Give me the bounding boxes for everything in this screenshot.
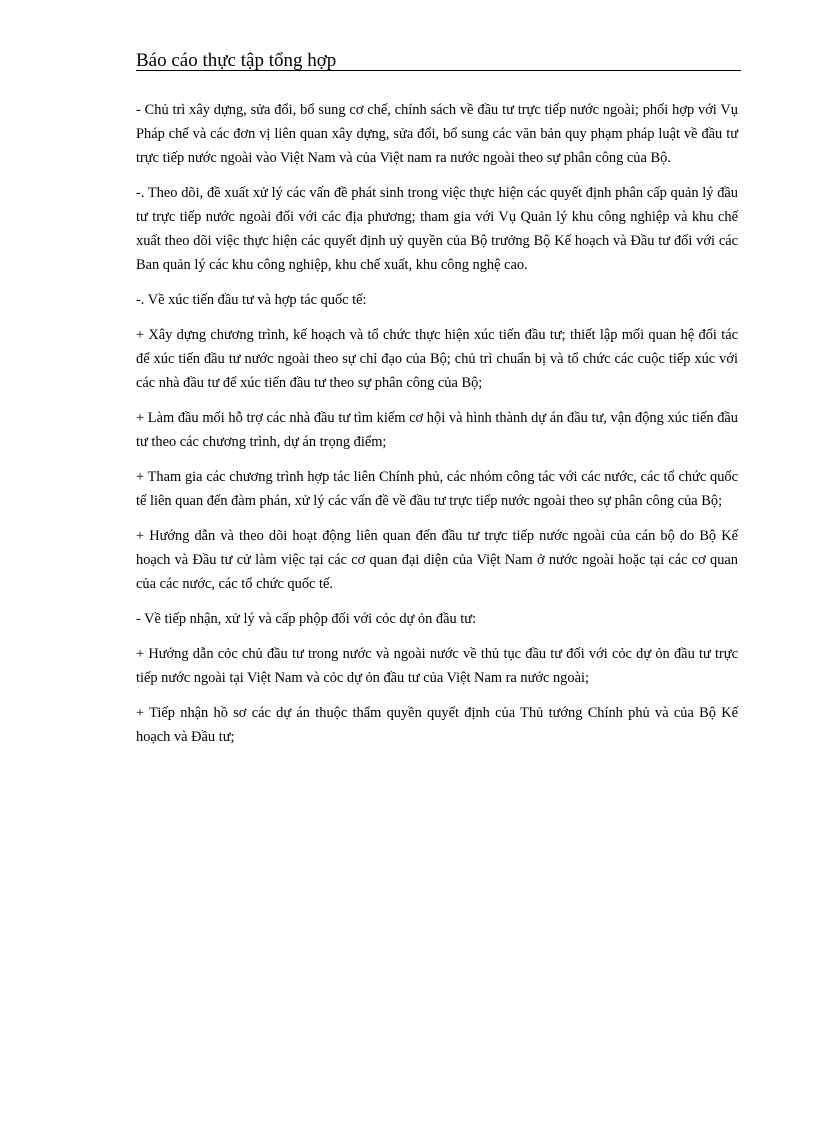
paragraph: + Làm đầu mối hỗ trợ các nhà đầu tư tìm kiếm cơ hội và hình thành dự án đầu tư, vận động xúc tiến đầu tư theo các chương trình, dự án trọng điểm; bbox=[136, 410, 738, 450]
paragraph: - Về tiếp nhận, xử lý và cấp phộp đối với cỏc dự ỏn đầu tư: bbox=[136, 611, 477, 627]
paragraph: + Xây dựng chương trình, kế hoạch và tổ chức thực hiện xúc tiến đầu tư; thiết lập mối quan hệ đối tác để xúc tiến đầu tư nước ngoài theo sự chỉ đạo của Bộ; chủ trì chuẩn bị và tổ chức các cuộc tiếp xúc với các nhà đầu tư để xúc tiến đầu tư theo sự phân công của Bộ; bbox=[136, 327, 738, 391]
paragraph: -. Theo dõi, đề xuất xử lý các vấn đề phát sinh trong việc thực hiện các quyết định phân cấp quản lý đầu tư trực tiếp nước ngoài đối với các địa phương; tham gia với Vụ Quản lý khu công nghiệp và khu chế xuất theo dõi việc thực hiện các quyết định uỷ quyền của Bộ trưởng Bộ Kế hoạch và Đầu tư đối với các Ban quản lý các khu công nghiệp, khu chế xuất, khu công nghệ cao. bbox=[136, 185, 738, 273]
paragraph: + Hướng dẫn cỏc chủ đầu tư trong nước và ngoài nước về thủ tục đầu tư đối với cỏc dự ỏn đầu tư trực tiếp nước ngoài tại Việt Nam và cỏc dự ỏn đầu tư của Việt Nam ra nước ngoài; bbox=[136, 646, 738, 686]
paragraph: - Chủ trì xây dựng, sửa đổi, bổ sung cơ chế, chính sách về đầu tư trực tiếp nước ngoài; phối hợp với Vụ Pháp chế và các đơn vị liên quan xây dựng, sửa đổi, bổ sung các văn bản quy phạm pháp luật về đầu tư trực tiếp nước ngoài vào Việt Nam và của Việt nam ra nước ngoài theo sự phân công của Bộ. bbox=[136, 102, 738, 166]
document-body bbox=[136, 98, 738, 760]
header-rule bbox=[136, 70, 741, 71]
paragraph: + Tiếp nhận hồ sơ các dự án thuộc thẩm quyền quyết định của Thủ tướng Chính phủ và của Bộ Kế hoạch và Đầu tư; bbox=[136, 705, 738, 745]
paragraph: + Tham gia các chương trình hợp tác liên Chính phủ, các nhóm công tác với các nước, các tổ chức quốc tế liên quan đến đàm phán, xử lý các vấn đề về đầu tư trực tiếp nước ngoài theo sự phân công của Bộ; bbox=[136, 469, 738, 509]
paragraph: -. Về xúc tiến đầu tư và hợp tác quốc tế: bbox=[136, 292, 367, 308]
page-header bbox=[136, 50, 741, 72]
paragraph: + Hướng dẫn và theo dõi hoạt động liên quan đến đầu tư trực tiếp nước ngoài của cán bộ do Bộ Kế hoạch và Đầu tư cử làm việc tại các cơ quan đại diện của Việt Nam ở nước ngoài hoặc tại các cơ quan của các nước, các tổ chức quốc tế. bbox=[136, 528, 738, 592]
header-title: Báo cáo thực tập tổng hợp bbox=[136, 50, 337, 71]
